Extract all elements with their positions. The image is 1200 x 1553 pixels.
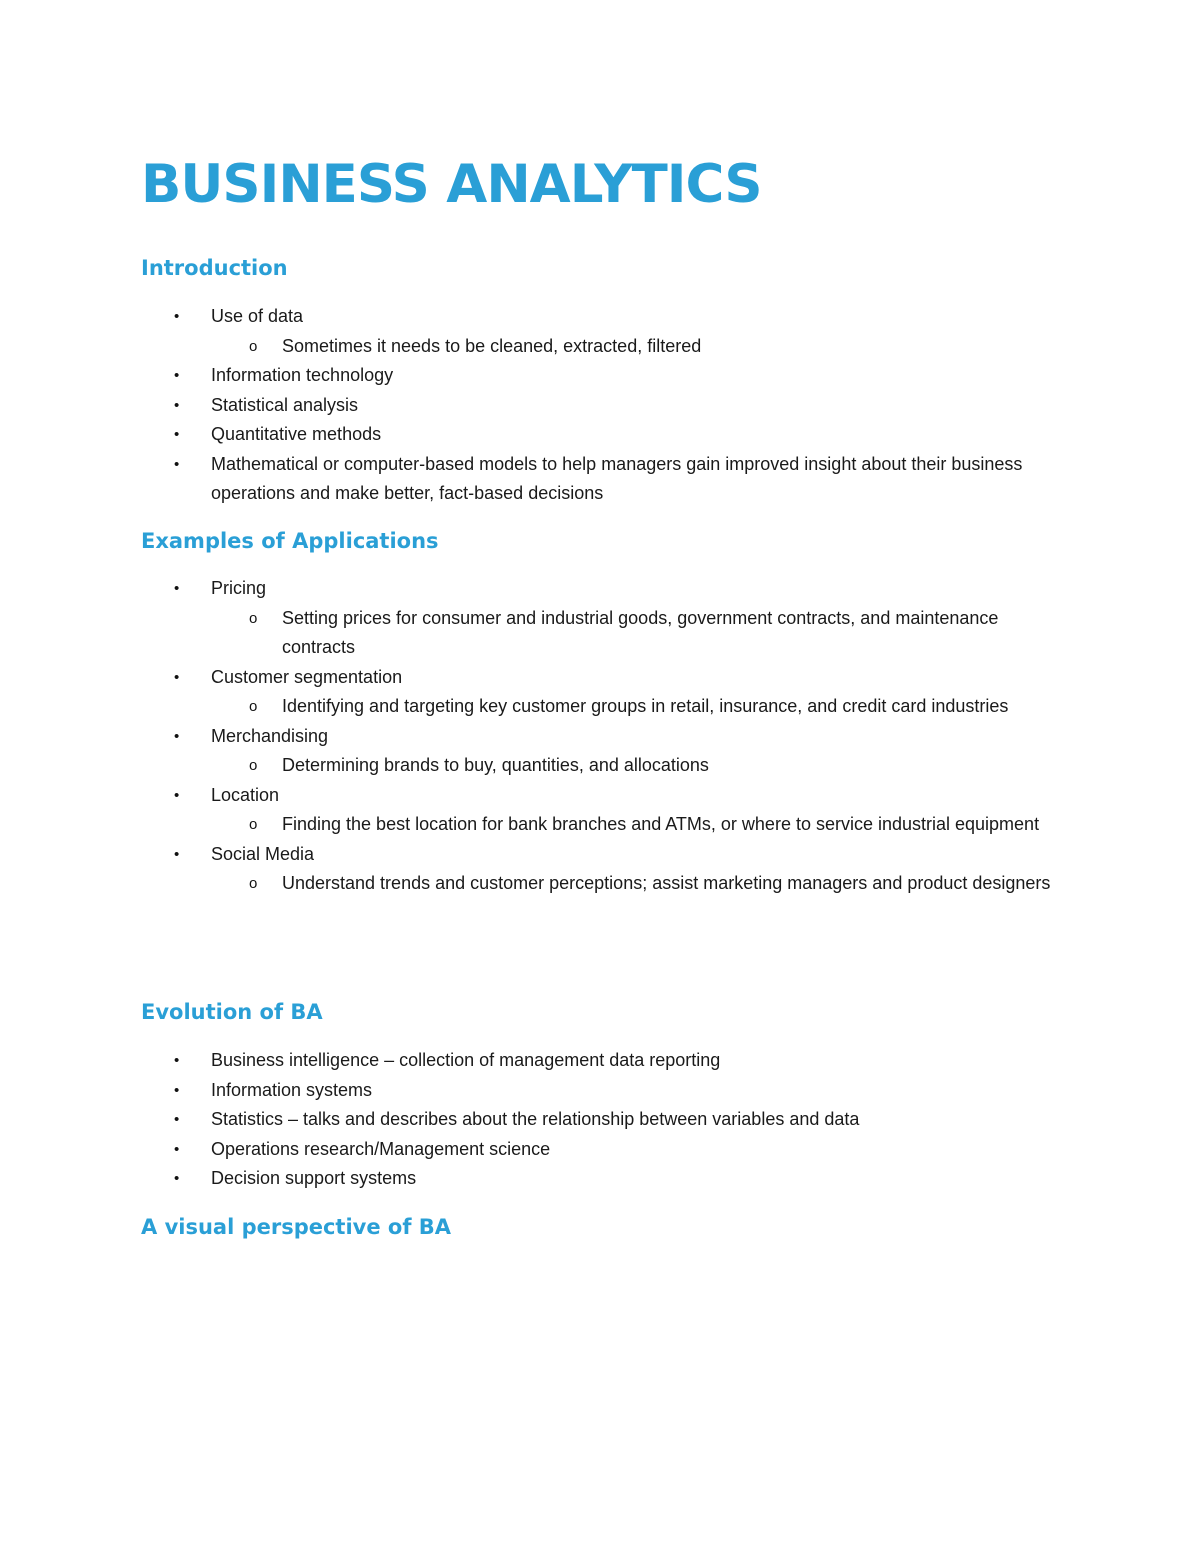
bullet-icon: • [174,845,180,863]
list-item-text: Statistics – talks and describes about the relationship between variables and data [211,1109,860,1129]
list-item [0,420,1051,450]
document-title: BUSINESS ANALYTICS [141,154,762,215]
list-item [0,1046,1051,1076]
list-item-text: Customer segmentation [211,666,403,687]
applications-list [0,574,1200,899]
list-item-text: Use of data [211,306,304,326]
bullet-icon: • [174,1052,180,1069]
list-item [0,840,1051,870]
list-item-text: Business intelligence – collection of management data reporting [211,1050,721,1070]
list-item-text: Quantitative methods [211,424,382,444]
section-heading-visual: A visual perspective of BA [141,1215,452,1239]
sub-bullet-icon: o [249,816,258,833]
list-item-text: Identifying and targeting key customer groups in retail, insurance, and credit card industries [282,696,1009,716]
list-item-text: Information systems [211,1079,373,1100]
sub-bullet-icon: o [249,698,258,715]
list-item [0,1076,1051,1106]
list-item-text: Social Media [211,843,315,864]
list-item-text: Merchandising [211,725,329,746]
sub-list-item [0,332,1052,362]
bullet-icon: • [174,455,180,473]
bullet-icon: • [174,1140,180,1158]
list-item [0,1135,1051,1165]
list-item-text: Location [211,784,280,805]
list-item [0,781,1051,811]
list-item-text: Understand trends and customer perceptions; assist marketing managers and product designers [282,873,1051,893]
sub-bullet-icon: o [249,609,258,627]
bullet-icon: • [174,727,180,745]
list-item [0,450,1051,509]
list-item-text: Mathematical or computer-based models to help managers gain improved insight about their business operations and make better, fact-based decisions [211,453,1023,503]
list-item [0,722,1051,752]
list-item-text: Information technology [211,365,394,385]
list-item-text: Pricing [211,578,267,598]
bullet-icon: • [174,786,180,804]
bullet-icon: • [174,308,180,325]
sub-list-item [0,869,1052,899]
list-item-text: Statistical analysis [211,394,359,415]
list-item-text: Finding the best location for bank branches and ATMs, or where to service industrial equipment [282,814,1040,834]
list-item [0,1105,1051,1135]
list-item-text: Operations research/Management science [211,1138,551,1159]
sub-list-item [0,692,1052,722]
list-item [0,1164,1051,1194]
list-item [0,574,1051,604]
section-heading-applications: Examples of Applications [141,529,439,553]
bullet-icon: • [174,580,180,597]
list-item-text: Setting prices for consumer and industrial goods, government contracts, and maintenance contracts [282,607,999,657]
bullet-icon: • [174,367,180,384]
bullet-icon: • [174,1081,180,1099]
bullet-icon: • [174,668,180,686]
sub-bullet-icon: o [249,875,258,892]
list-item-text: Decision support systems [211,1168,417,1188]
list-item-text: Determining brands to buy, quantities, and allocations [282,755,709,775]
bullet-icon: • [174,426,180,443]
list-item [0,663,1051,693]
introduction-list [0,302,1200,509]
sub-list-item [0,810,1052,840]
bullet-icon: • [174,1170,180,1187]
bullet-icon: • [174,1111,180,1128]
sub-bullet-icon: o [249,337,258,355]
sub-bullet-icon: o [249,757,258,774]
list-item [0,391,1051,421]
list-item [0,302,1051,332]
sub-list-item [0,751,1052,781]
evolution-list [0,1046,1200,1194]
list-item-text: Sometimes it needs to be cleaned, extracted, filtered [282,335,702,356]
bullet-icon: • [174,396,180,414]
section-heading-evolution: Evolution of BA [141,1000,323,1024]
section-heading-introduction: Introduction [141,256,288,280]
sub-list-item [0,604,1052,663]
list-item [0,361,1051,391]
